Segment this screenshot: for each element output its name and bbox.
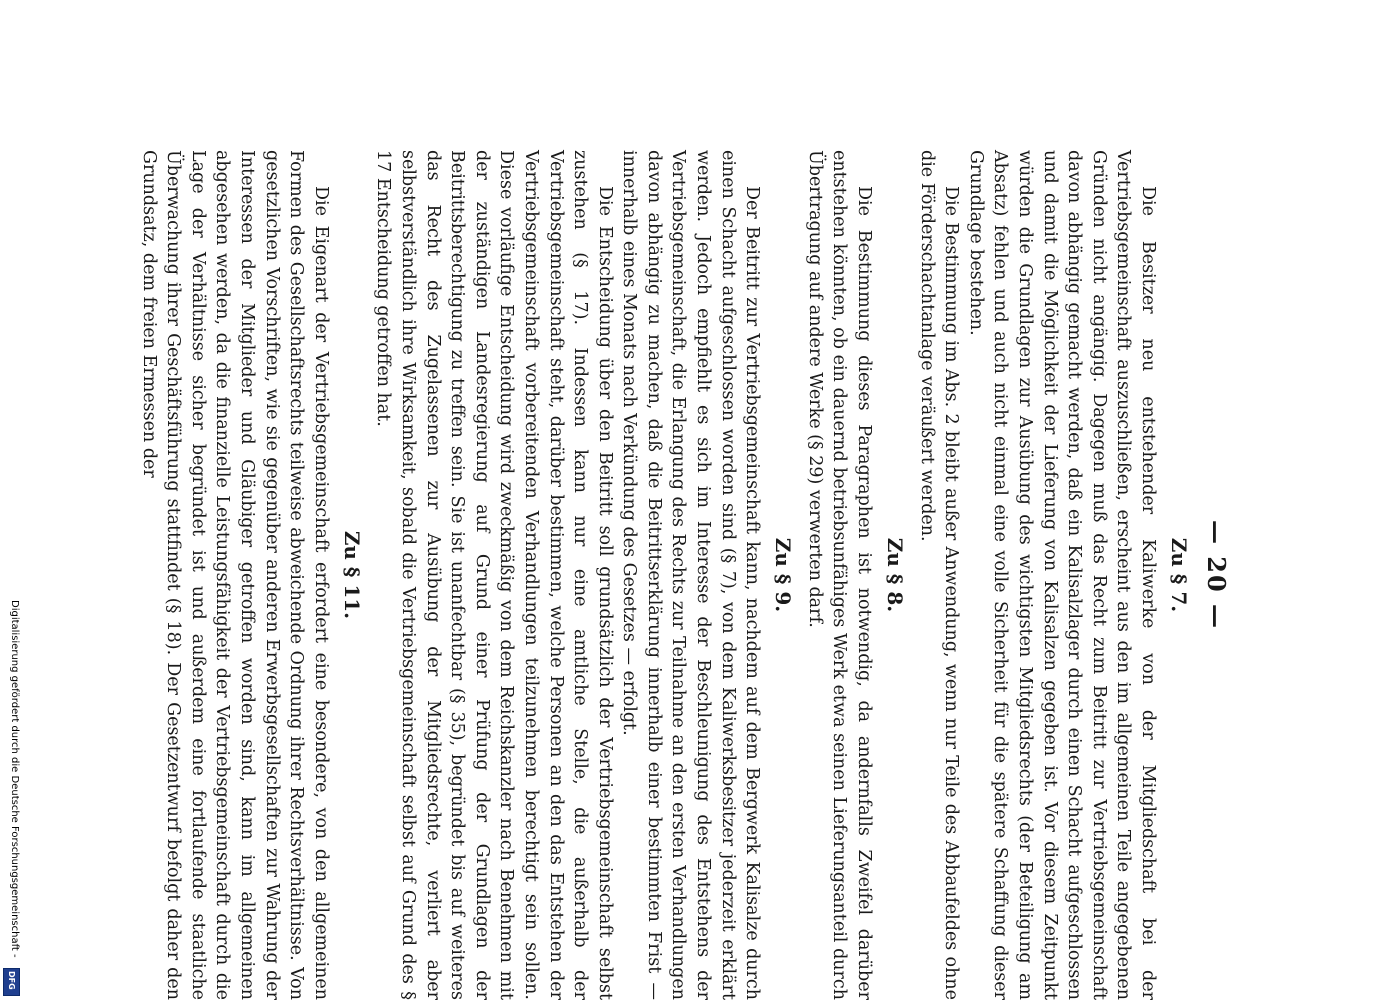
page-number: — 20 — [1202,519,1231,631]
dfg-logo-text: DFG [7,971,16,990]
section-heading: Zu § 8. [883,537,908,613]
paragraph: Die Bestimmung im Abs. 2 bleibt außer Anwendung, wenn nur Teile des Abbaufeldes ohne die Förderschachtanlage veräußert werden. [916,150,962,1000]
paragraph: Die Eigenart der Vertriebsgemeinschaft erfordert eine besondere, von den allgemeinen Formen des Gesellschaftsrechts teilweise abweichende Ordnung ihrer Rechtsverhältnisse. Von gesetzlichen Vorschriften, wie sie gegenüber anderen Erwerbsgesellschaften zur Wahrung der Interessen der Mitglieder und Gläubiger getroffen worden sind, kann im allgemeinen abgesehen werden, da die finanzielle Leistungsfähigkeit der Vertriebsgemeinschaft durch die Lage der Verhältnisse sicher begründet ist und außerdem eine fortlaufende staatliche Überwachung ihrer Geschäftsführung stattfindet (§ 18). Der Gesetzentwurf befolgt daher den Grundsatz, dem freien Ermessen der [138,150,331,1000]
section-heading: Zu § 7. [1167,537,1191,613]
paragraph: Die Entscheidung über den Beitritt soll grundsätzlich der Vertriebsgemeinschaft selbst zustehen (§ 17). Indessen kann nur eine amtliche Stelle, die außerhalb der Vertriebsgemeinschaft steht, darüber bestimmen, welche Personen an den das Entstehen der Vertriebsgemeinschaft vorbereitenden Verhandlungen teilzunehmen berechtigt sein sollen. Diese vorläufige Entscheidung wird zweckmäßig von dem Reichskanzler nach Benehmen mit der zuständigen Landesregierung auf Grund einer Prüfung der Grundlagen der Beitrittsberechtigung zu treffen sein. Sie ist unanfechtbar (§ 35), begründet bis auf weiteres das Recht des Zugelassenen zur Ausübung der Mitgliedsrechte, verliert aber selbstverständlich ihre Wirksamkeit, sobald die Vertriebsgemeinschaft selbst auf Grund des § 17 Entscheidung getroffen hat. [373,150,615,1000]
section-heading: Zu § 11. [339,530,364,620]
section-zu-11 [136,150,365,1000]
section-zu-8 [802,150,908,1000]
section-zu-7 [914,150,1192,1000]
section-zu-9 [371,150,797,1000]
digitization-credit [2,600,24,995]
digitization-credit-text: Digitalisierung gefördert durch die Deutsche Forschungsgemeinschaft - [9,600,20,958]
section-heading: Zu § 9. [771,537,796,613]
document-page [138,150,1231,1000]
paragraph: Die Besitzer neu entstehender Kaliwerke von der Mitgliedschaft bei der Vertriebsgemeinschaft auszuschließen, erscheint aus den im allgemeinen Teile angegebenen Gründen nicht angängig. Dagegen muß das Recht zum Beitritt zur Vertriebsgemeinschaft davon abhängig gemacht werden, daß ein Kalisalzlager durch einen Schacht aufgeschlossen und damit die Möglichkeit der Lieferung von Kalisalzen gegeben ist. Vor diesem Zeitpunkt würden die Grundlagen zur Ausübung des wichtigsten Mitgliedsrechts (der Beteiligung am Absatz) fehlen und auch nicht einmal eine volle Sicherheit für die spätere Schaffung dieser Grundlage bestehen. [965,150,1158,1000]
dfg-logo-icon [3,968,20,996]
paragraph: Der Beitritt zur Vertriebsgemeinschaft kann, nachdem auf dem Bergwerk Kalisalze durch einen Schacht aufgeschlossen worden sind (§ 7), von dem Kaliwerksbesitzer jederzeit erklärt werden. Jedoch empfiehlt es sich im Interesse der Beschleunigung des Entstehens der Vertriebsgemeinschaft, die Erlangung des Rechts zur Teilnahme an den ersten Verhandlungen davon abhängig zu machen, daß die Beitrittserklärung innerhalb einer bestimmten Frist — innerhalb eines Monats nach Verkündung des Gesetzes — erfolgt. [619,150,763,1000]
paragraph: Die Bestimmung dieses Paragraphen ist notwendig, da andernfalls Zweifel darüber entstehen könnten, ob ein dauernd betriebsunfähiges Werk etwa seinen Lieferungsanteil durch Übertragung auf andere Werke (§ 29) verwerten darf. [804,150,875,1000]
